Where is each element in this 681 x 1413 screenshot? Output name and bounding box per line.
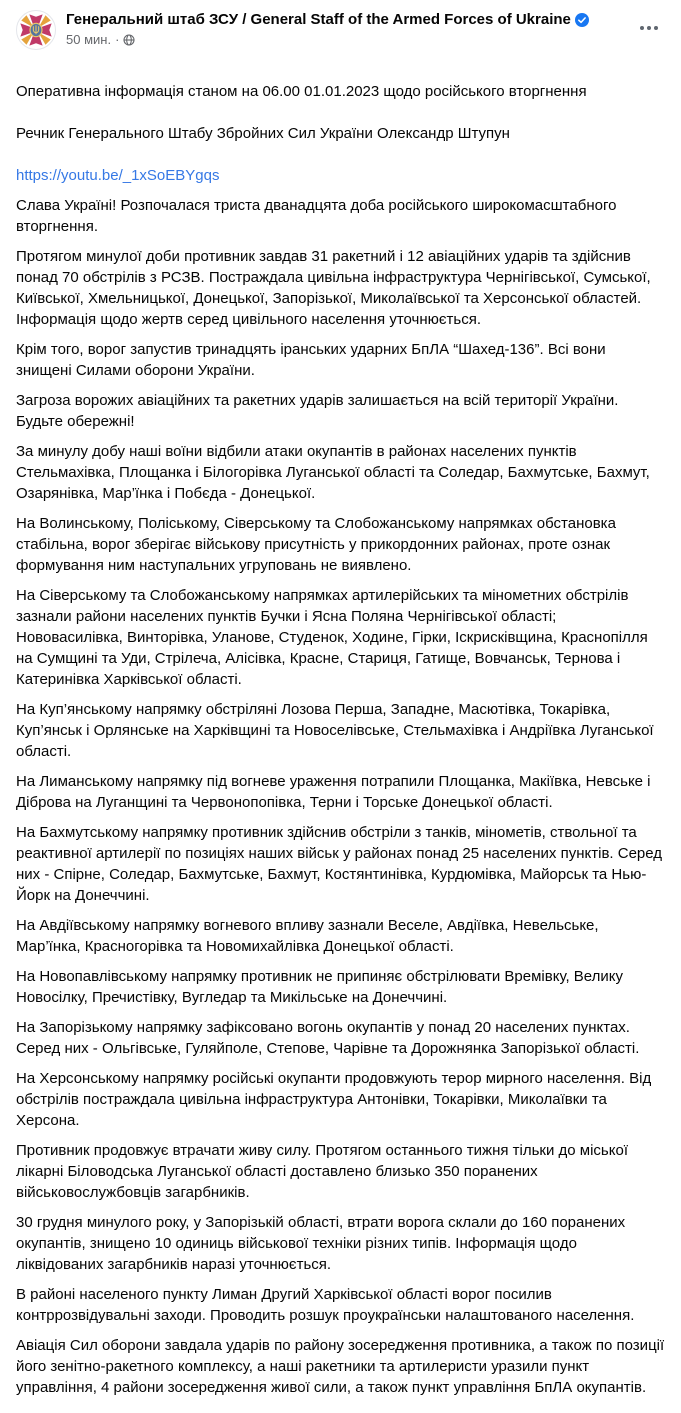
post-content (0, 58, 681, 1398)
post-meta (66, 32, 625, 48)
post-paragraph: 30 грудня минулого року, у Запорізькій області, втрати ворога склали до 160 поранених окупантів, знищено 10 одиниць військової техніки різних типів. Інформація щодо ліквідованих загарбників наразі уточнюється. (16, 1214, 626, 1273)
page-avatar[interactable] (16, 10, 56, 50)
timestamp[interactable]: 50 мин. (66, 32, 112, 47)
general-staff-emblem-icon (17, 11, 55, 49)
more-options-icon (654, 26, 658, 30)
post-paragraph: На Запорізькому напрямку зафіксовано вогонь окупантів у понад 20 населених пунктах. Серед них - Ольгівське, Гуляйполе, Степове, Чарівне та Дорожнянка Запорізької області. (16, 1019, 640, 1057)
post-paragraph: В районі населеного пункту Лиман Другий Харківської області ворог посилив контррозвідувальні заходи. Проводить розшук проукраїнськи налаштованого населення. (16, 1286, 635, 1324)
globe-privacy-icon (123, 34, 135, 46)
post-paragraph: Слава Україні! Розпочалася триста дванадцята доба російського широкомасштабного вторгнення. (16, 197, 617, 235)
post-paragraph: На Авдіївському напрямку вогневого впливу зазнали Веселе, Авдіївка, Невельське, Мар’їнка, Красногорівка та Новомихайлівка Донецької області. (16, 917, 599, 955)
intro-line-2: Речник Генерального Штабу Збройних Сил України Олександр Штупун (16, 125, 510, 142)
post-paragraph: На Сіверському та Слобожанському напрямках артилерійських та мінометних обстрілів зазнали райони населених пунктів Бучки і Ясна Поляна Чернігівської області; Нововасилівка, Винторівка, Уланове, Студенок, Ходине, Гірки, Іскрисківщина, Краснопілля на Сумщині та Уди, Стрілеча, Алісівка, Красне, Стариця, Гатище, Вовчанськ, Тернова і Катеринівка Харківської області. (16, 587, 648, 688)
post-paragraph: Крім того, ворог запустив тринадцять іранських ударних БпЛА “Шахед-136”. Всі вони знищені Силами оборони України. (16, 341, 606, 379)
youtube-link[interactable]: https://youtu.be/_1xSoEBYgqs (16, 167, 220, 184)
page-name[interactable]: Генеральний штаб ЗСУ / General Staff of the Armed Forces of Ukraine (66, 11, 571, 28)
post-paragraph: На Куп’янському напрямку обстріляні Лозова Перша, Западне, Масютівка, Токарівка, Куп’янськ і Орлянське на Харківщині та Новоселівське, Стельмахівка і Андріївка Луганської області. (16, 701, 654, 760)
post-paragraph: На Бахмутському напрямку противник здійснив обстріли з танків, мінометів, ствольної та реактивної артилерії по позиціях наших військ у районах понад 25 населених пунктів. Серед них - Спірне, Соледар, Бахмутське, Бахмут, Костянтинівка, Курдюмівка, Майорськ та Нью-Йорк на Донеччині. (16, 824, 663, 904)
more-options-icon (647, 26, 651, 30)
post-paragraph: Противник продовжує втрачати живу силу. Протягом останнього тижня тільки до міської лікарні Біловодська Луганської області доставлено близько 350 поранених військовослужбовців загарбників. (16, 1142, 628, 1201)
post-paragraph: На Волинському, Поліському, Сіверському та Слобожанському напрямках обстановка стабільна, ворог зберігає військову присутність у прикордонних районах, проте ознак формування ним наступальних угруповань не виявлено. (16, 515, 616, 574)
intro-line-1: Оперативна інформація станом на 06.00 01.01.2023 щодо російського вторгнення (16, 83, 587, 100)
post-paragraph: Загроза ворожих авіаційних та ракетних ударів залишається на всій території України. Будьте обережні! (16, 392, 619, 430)
more-options-icon (640, 26, 644, 30)
post-paragraph: За минулу добу наші воїни відбили атаки окупантів в районах населених пунктів Стельмахівка, Площанка і Білогорівка Луганської області та Соледар, Бахмутське, Бахмут, Озарянівка, Мар’їнка і Побєда - Донецької. (16, 443, 650, 502)
post-paragraph: Протягом минулої доби противник завдав 31 ракетний і 12 авіаційних ударів та здійснив понад 70 обстрілів з РСЗВ. Постраждала цивільна інфраструктура Чернігівської, Сумської, Київської, Хмельницької, Донецької, Запорізької, Миколаївської та Херсонської областей. Інформація щодо жертв серед цивільного населення уточнюється. (16, 248, 651, 328)
header-text (66, 10, 625, 48)
post-paragraph: На Херсонському напрямку російські окупанти продовжують терор мирного населення. Від обстрілів постраждала цивільна інфраструктура Антонівки, Токарівки, Миколаївки та Херсона. (16, 1070, 652, 1129)
meta-separator: · (115, 32, 120, 47)
intro-paragraph (16, 60, 665, 186)
post-paragraph: На Лиманському напрямку під вогневе ураження потрапили Площанка, Макіївка, Невське і Діброва на Луганщині та Червонопопівка, Терни і Торське Донецької області. (16, 773, 651, 811)
post-header (0, 0, 681, 58)
post-paragraph: Авіація Сил оборони завдала ударів по району зосередження противника, а також по позиції його зенітно-ракетного комплексу, а наші ракетники та артилеристи уразили пункт управління, 4 райони зосередження живої сили, а також пункт управління БпЛА окупантів. (16, 1337, 665, 1396)
more-options-button[interactable] (633, 16, 665, 40)
verified-badge-icon (575, 13, 589, 27)
post-paragraph: На Новопавлівському напрямку противник не припиняє обстрілювати Времівку, Велику Новосілку, Пречистівку, Вугледар та Микільське на Донеччині. (16, 968, 624, 1006)
